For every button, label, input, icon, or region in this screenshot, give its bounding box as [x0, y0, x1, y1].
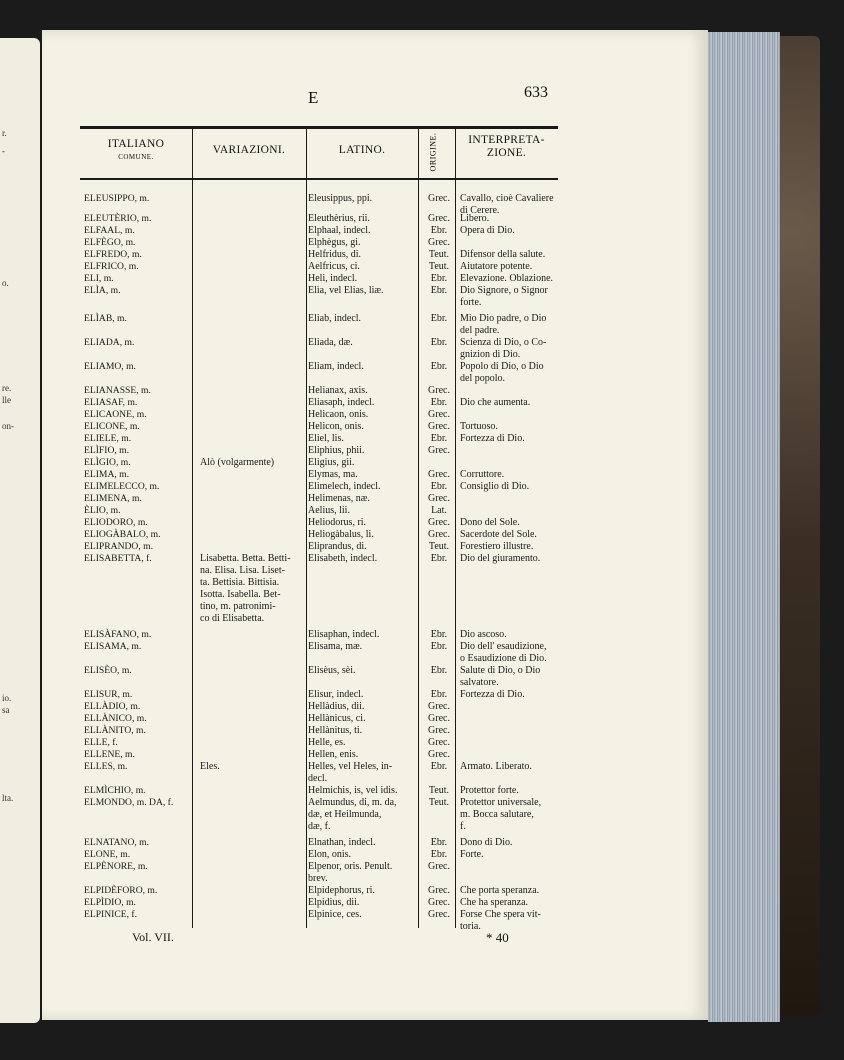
cell-lat: Eliel, lis.: [308, 433, 344, 444]
cell-interp: Opera di Dio.: [460, 225, 515, 236]
cell-it: ELONE, m.: [84, 849, 131, 860]
cell-lat: Heliodorus, ri.: [308, 517, 367, 528]
column-header-latino: LATINO.: [338, 144, 386, 156]
cell-lat: Eliam, indecl.: [308, 361, 364, 372]
cell-interp: Dio Signore, o Signor forte.: [460, 285, 548, 308]
cell-lat: Eleusippus, ppi.: [308, 193, 373, 204]
cell-interp: Salute di Dio, o Dio salvatore.: [460, 665, 541, 688]
cell-it: ELLÀDIO, m.: [84, 701, 141, 712]
cell-it: ELIANASSE, m.: [84, 385, 151, 396]
volume-label: Vol. VII.: [132, 930, 174, 944]
cell-interp: Scienza di Dio, o Co- gnizion di Dio.: [460, 337, 547, 360]
cell-orig: Lat.: [431, 505, 447, 516]
section-letter: E: [308, 88, 319, 107]
previous-page-fragment: lta.: [2, 793, 14, 803]
cell-lat: Eliada, dæ.: [308, 337, 353, 348]
cell-orig: Grec.: [428, 749, 450, 760]
previous-page-edge: [0, 38, 40, 1023]
column-header-italiano-label: ITALIANO: [107, 138, 165, 150]
cell-lat: Elpidephorus, ri.: [308, 885, 375, 896]
cell-it: ELFRICO, m.: [84, 261, 139, 272]
cell-it: ELFAAL, m.: [84, 225, 135, 236]
previous-page-fragment: o.: [2, 278, 9, 288]
cell-interp: Dono del Sole.: [460, 517, 520, 528]
cell-it: ELI, m.: [84, 273, 114, 284]
cell-lat: Eliphius, phii.: [308, 445, 365, 456]
cell-it: ELIMA, m.: [84, 469, 130, 480]
cell-orig: Grec.: [428, 517, 450, 528]
cell-orig: Grec.: [428, 725, 450, 736]
cell-orig: Ebr.: [430, 285, 448, 296]
cell-lat: Helianax, axis.: [308, 385, 368, 396]
cell-it: ELISÀFANO, m.: [84, 629, 152, 640]
cell-it: ELPIDÈFORO, m.: [84, 885, 158, 896]
cell-it: ELIMENA, m.: [84, 493, 142, 504]
cell-lat: Heliogàbalus, li.: [308, 529, 374, 540]
page-edges: [708, 32, 780, 1022]
column-divider: [306, 126, 307, 928]
cell-lat: Eliasaph, indecl.: [308, 397, 375, 408]
cell-it: ELÌGIO, m.: [84, 457, 131, 468]
cell-it: ELFÈGO, m.: [84, 237, 136, 248]
cell-interp: Consiglio di Dio.: [460, 481, 530, 492]
cell-orig: Grec.: [428, 701, 450, 712]
cell-var: Lisabetta. Betta. Betti- na. Elisa. Lisa. Liset- ta. Bettisia. Bittisia. Isotta. Isabella. Bet- tino, m. patronimi- co di Elisabetta.: [200, 553, 291, 624]
cell-it: ELIOGÀBALO, m.: [84, 529, 161, 540]
cell-lat: Helfridus, di.: [308, 249, 362, 260]
previous-page-fragment: re.: [2, 383, 12, 393]
cell-lat: Elisaphan, indecl.: [308, 629, 380, 640]
cell-orig: Ebr.: [430, 337, 448, 348]
signature-mark: * 40: [486, 930, 509, 945]
cell-it: ELICAONE, m.: [84, 409, 147, 420]
cell-interp: Dono di Dio.: [460, 837, 513, 848]
cell-orig: Grec.: [428, 213, 450, 224]
cell-lat: Aelmundus, di, m. da, dæ, et Heilmunda, dæ, f.: [308, 797, 397, 832]
cell-orig: Ebr.: [430, 553, 448, 564]
cell-orig: Ebr.: [430, 837, 448, 848]
cell-lat: Elìa, vel Elias, liæ.: [308, 285, 384, 296]
cell-orig: Ebr.: [430, 273, 448, 284]
cell-it: ELISABETTA, f.: [84, 553, 152, 564]
column-header-origine-label: ORIGINE.: [428, 132, 438, 172]
cell-interp: Forestiero illustre.: [460, 541, 534, 552]
cell-interp: Dio ascoso.: [460, 629, 507, 640]
column-header-rule: [80, 178, 558, 180]
book-page: [42, 30, 708, 1020]
cell-orig: Ebr.: [430, 481, 448, 492]
cell-orig: Grec.: [428, 469, 450, 480]
cell-lat: Elisèus, sèi.: [308, 665, 356, 676]
cell-lat: Elphègus, gi.: [308, 237, 361, 248]
cell-orig: Ebr.: [430, 641, 448, 652]
cell-interp: Elevazione. Oblazione.: [460, 273, 554, 284]
cell-orig: Ebr.: [430, 361, 448, 372]
cell-var: Alò (volgarmente): [200, 457, 275, 468]
cell-interp: Dio del giuramento.: [460, 553, 541, 564]
previous-page-fragment: -: [2, 146, 5, 156]
cell-lat: Aelfricus, ci.: [308, 261, 360, 272]
cell-it: ELEUTÈRIO, m.: [84, 213, 152, 224]
cell-interp: Protettor forte.: [460, 785, 519, 796]
cell-lat: Elon, onis.: [308, 849, 352, 860]
cell-orig: Grec.: [428, 885, 450, 896]
cell-it: ELPÈNORE, m.: [84, 861, 148, 872]
cell-orig: Teut.: [428, 261, 450, 272]
cell-orig: Grec.: [428, 493, 450, 504]
previous-page-fragment: io.: [2, 693, 12, 703]
cell-it: ELLES, m.: [84, 761, 128, 772]
cell-it: ELÌFIO, m.: [84, 445, 130, 456]
cell-interp: Aiutatore potente.: [460, 261, 533, 272]
cell-interp: Che porta speranza.: [460, 885, 540, 896]
cell-orig: Grec.: [428, 237, 450, 248]
cell-lat: Elisama, mæ.: [308, 641, 363, 652]
cell-it: ELÌAB, m.: [84, 313, 127, 324]
cell-it: ELIADA, m.: [84, 337, 135, 348]
previous-page-fragment: r.: [2, 128, 7, 138]
cell-orig: Ebr.: [430, 629, 448, 640]
cell-lat: Helicaon, onis.: [308, 409, 369, 420]
cell-it: ELLENE, m.: [84, 749, 135, 760]
cell-orig: Grec.: [428, 909, 450, 920]
cell-interp: Forse Che spera vit- toria.: [460, 909, 541, 932]
cell-orig: Ebr.: [430, 225, 448, 236]
cell-it: ELNATANO, m.: [84, 837, 150, 848]
column-header-origine: [416, 130, 450, 174]
book-cover: [780, 36, 820, 1016]
cell-lat: Hellànicus, ci.: [308, 713, 366, 724]
previous-page-fragment: lle: [2, 395, 11, 405]
cell-lat: Eleuthèrius, rii.: [308, 213, 370, 224]
cell-orig: Grec.: [428, 713, 450, 724]
cell-lat: Eliprandus, di.: [308, 541, 367, 552]
column-header-variazioni: VARIAZIONI.: [212, 144, 286, 156]
previous-page-fragment: on-: [2, 421, 14, 431]
cell-lat: Helimenas, næ.: [308, 493, 370, 504]
cell-lat: Helicon, onis.: [308, 421, 364, 432]
cell-orig: Grec.: [428, 529, 450, 540]
cell-interp: Dio che aumenta.: [460, 397, 531, 408]
cell-orig: Grec.: [428, 861, 450, 872]
cell-it: ELMÌCHIO, m.: [84, 785, 146, 796]
cell-orig: Grec.: [428, 409, 450, 420]
cell-lat: Elymas, ma.: [308, 469, 358, 480]
previous-page-fragment: sa: [2, 705, 10, 715]
cell-lat: Elpidius, dii.: [308, 897, 360, 908]
cell-orig: Teut.: [428, 541, 450, 552]
cell-orig: Ebr.: [430, 849, 448, 860]
cell-interp: Sacerdote del Sole.: [460, 529, 537, 540]
cell-interp: Popolo di Dio, o Dio del popolo.: [460, 361, 544, 384]
cell-lat: Elisabeth, indecl.: [308, 553, 378, 564]
cell-it: ELISÈO, m.: [84, 665, 132, 676]
cell-lat: Elpinice, ces.: [308, 909, 362, 920]
cell-it: ELIAMO, m.: [84, 361, 136, 372]
cell-lat: Hellànitus, ti.: [308, 725, 363, 736]
cell-interp: Libero.: [460, 213, 490, 224]
column-divider: [192, 126, 193, 928]
cell-it: ELISUR, m.: [84, 689, 133, 700]
cell-it: ELIODORO, m.: [84, 517, 148, 528]
cell-orig: Grec.: [428, 897, 450, 908]
cell-orig: Grec.: [428, 737, 450, 748]
cell-orig: Ebr.: [430, 689, 448, 700]
cell-orig: Grec.: [428, 193, 450, 204]
cell-lat: Eligius, gii.: [308, 457, 355, 468]
cell-interp: Dio dell' esaudizione, o Esaudizione di Dio.: [460, 641, 547, 664]
cell-it: ELLE, f.: [84, 737, 118, 748]
cell-lat: Elisur, indecl.: [308, 689, 364, 700]
cell-orig: Teut.: [428, 785, 450, 796]
cell-orig: Teut.: [428, 249, 450, 260]
cell-lat: Heli, indecl.: [308, 273, 358, 284]
cell-orig: Grec.: [428, 445, 450, 456]
cell-interp: Tortuoso.: [460, 421, 498, 432]
cell-orig: Ebr.: [430, 313, 448, 324]
cell-it: ELISAMA, m.: [84, 641, 142, 652]
cell-lat: Elphaal, indecl.: [308, 225, 371, 236]
cell-orig: Ebr.: [430, 433, 448, 444]
cell-orig: Grec.: [428, 385, 450, 396]
column-header-interpretazione: INTERPRETA- ZIONE.: [468, 134, 545, 159]
cell-interp: Cavallo, cioè Cavaliere di Cerere.: [460, 193, 554, 216]
cell-orig: Ebr.: [430, 761, 448, 772]
cell-it: ELÌA, m.: [84, 285, 121, 296]
cell-interp: Corruttore.: [460, 469, 505, 480]
cell-interp: Armato. Liberato.: [460, 761, 532, 772]
cell-lat: Aelius, lii.: [308, 505, 350, 516]
column-header-italiano: [80, 138, 192, 164]
cell-it: ÈLIO, m.: [84, 505, 121, 516]
cell-lat: Helmichis, is, vel idis.: [308, 785, 398, 796]
cell-it: ELIELE, m.: [84, 433, 132, 444]
cell-it: ELPINICE, f.: [84, 909, 138, 920]
header-rule: [80, 126, 558, 129]
cell-orig: Grec.: [428, 421, 450, 432]
cell-it: ELIPRANDO, m.: [84, 541, 154, 552]
cell-interp: Mio Dio padre, o Dio del padre.: [460, 313, 547, 336]
cell-lat: Hellen, enis.: [308, 749, 359, 760]
cell-interp: Che ha speranza.: [460, 897, 529, 908]
cell-it: ELEUSIPPO, m.: [84, 193, 150, 204]
cell-it: ELICONE, m.: [84, 421, 140, 432]
cell-orig: Ebr.: [430, 397, 448, 408]
cell-interp: Fortezza di Dio.: [460, 689, 525, 700]
cell-lat: Elimelech, indecl.: [308, 481, 381, 492]
cell-interp: Difensor della salute.: [460, 249, 546, 260]
cell-it: ELLÀNITO, m.: [84, 725, 146, 736]
cell-interp: Fortezza di Dio.: [460, 433, 525, 444]
cell-lat: Helles, vel Heles, in- decl.: [308, 761, 393, 784]
cell-orig: Teut.: [428, 797, 450, 808]
column-header-italiano-sub: COMUNE.: [118, 153, 154, 161]
cell-lat: Elpenor, oris. Penult. brev.: [308, 861, 393, 884]
page-number: 633: [524, 84, 548, 101]
cell-it: ELIMELECCO, m.: [84, 481, 160, 492]
cell-it: ELFREDO, m.: [84, 249, 142, 260]
cell-it: ELIASAF, m.: [84, 397, 138, 408]
cell-interp: Forte.: [460, 849, 484, 860]
cell-lat: Hellàdius, dii.: [308, 701, 365, 712]
cell-var: Eles.: [200, 761, 220, 772]
cell-lat: Helle, es.: [308, 737, 346, 748]
cell-interp: Protettor universale, m. Bocca salutare, f.: [460, 797, 542, 832]
cell-it: ELMONDO, m. DA, f.: [84, 797, 174, 808]
cell-lat: Eliab, indecl.: [308, 313, 362, 324]
cell-it: ELLÀNICO, m.: [84, 713, 147, 724]
cell-lat: Elnathan, indecl.: [308, 837, 376, 848]
cell-it: ELPÌDIO, m.: [84, 897, 136, 908]
cell-orig: Ebr.: [430, 665, 448, 676]
